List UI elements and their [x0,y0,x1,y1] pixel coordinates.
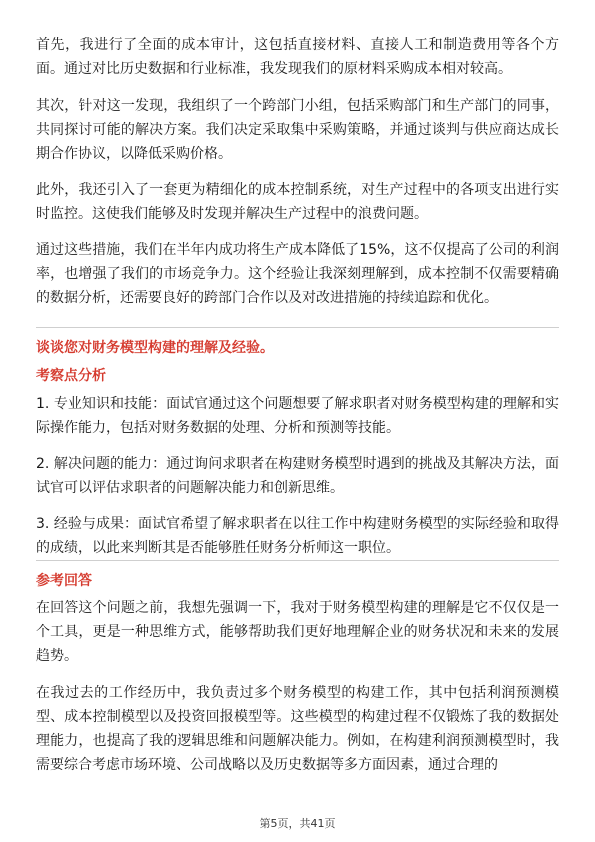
analysis-item-1: 1. 专业知识和技能：面试官通过这个问题想要了解求职者对财务模型构建的理解和实际操作能力，包括对财务数据的处理、分析和预测等技能。 [36,396,559,436]
body-paragraph-4: 通过这些措施，我们在半年内成功将生产成本降低了15%，这不仅提高了公司的利润率，也增强了我们的市场竞争力。这个经验让我深刻理解到，成本控制不仅需要精确的数据分析，还需要良好的跨部门合作以及对改进措施的持续追踪和优化。 [36,242,559,306]
section-divider-top [36,327,559,328]
reference-paragraph-1: 在回答这个问题之前，我想先强调一下，我对于财务模型构建的理解是它不仅仅是一个工具，更是一种思维方式，能够帮助我们更好地理解企业的财务状况和未来的发展趋势。 [36,600,559,664]
body-paragraph-3: 此外，我还引入了一套更为精细化的成本控制系统，对生产过程中的各项支出进行实时监控。这使我们能够及时发现并解决生产过程中的浪费问题。 [36,182,559,222]
section-divider-bottom [36,560,559,561]
reference-paragraph-2: 在我过去的工作经历中，我负责过多个财务模型的构建工作，其中包括利润预测模型、成本控制模型以及投资回报模型等。这些模型的构建过程不仅锻炼了我的数据处理能力，也提高了我的逻辑思维和问题解决能力。例如，在构建利润预测模型时，我需要综合考虑市场环境、公司战略以及历史数据等多方面因素，通过合理的 [36,685,559,773]
analysis-item-2: 2. 解决问题的能力：通过询问求职者在构建财务模型时遇到的挑战及其解决方法，面试官可以评估求职者的问题解决能力和创新思维。 [36,456,559,496]
page-number: 第5页，共41页 [259,817,336,830]
question-heading: 谈谈您对财务模型构建的理解及经验。 [36,340,274,356]
analysis-item-3: 3. 经验与成果：面试官希望了解求职者在以往工作中构建财务模型的实际经验和取得的成绩，以此来判断其是否能够胜任财务分析师这一职位。 [36,516,559,556]
body-paragraph-2: 其次，针对这一发现，我组织了一个跨部门小组，包括采购部门和生产部门的同事，共同探讨可能的解决方案。我们决定采取集中采购策略，并通过谈判与供应商达成长期合作协议，以降低采购价格。 [36,98,559,162]
analysis-heading: 考察点分析 [36,368,106,384]
body-paragraph-1: 首先，我进行了全面的成本审计，这包括直接材料、直接人工和制造费用等各个方面。通过对比历史数据和行业标准，我发现我们的原材料采购成本相对较高。 [36,37,559,77]
reference-heading: 参考回答 [36,573,92,589]
